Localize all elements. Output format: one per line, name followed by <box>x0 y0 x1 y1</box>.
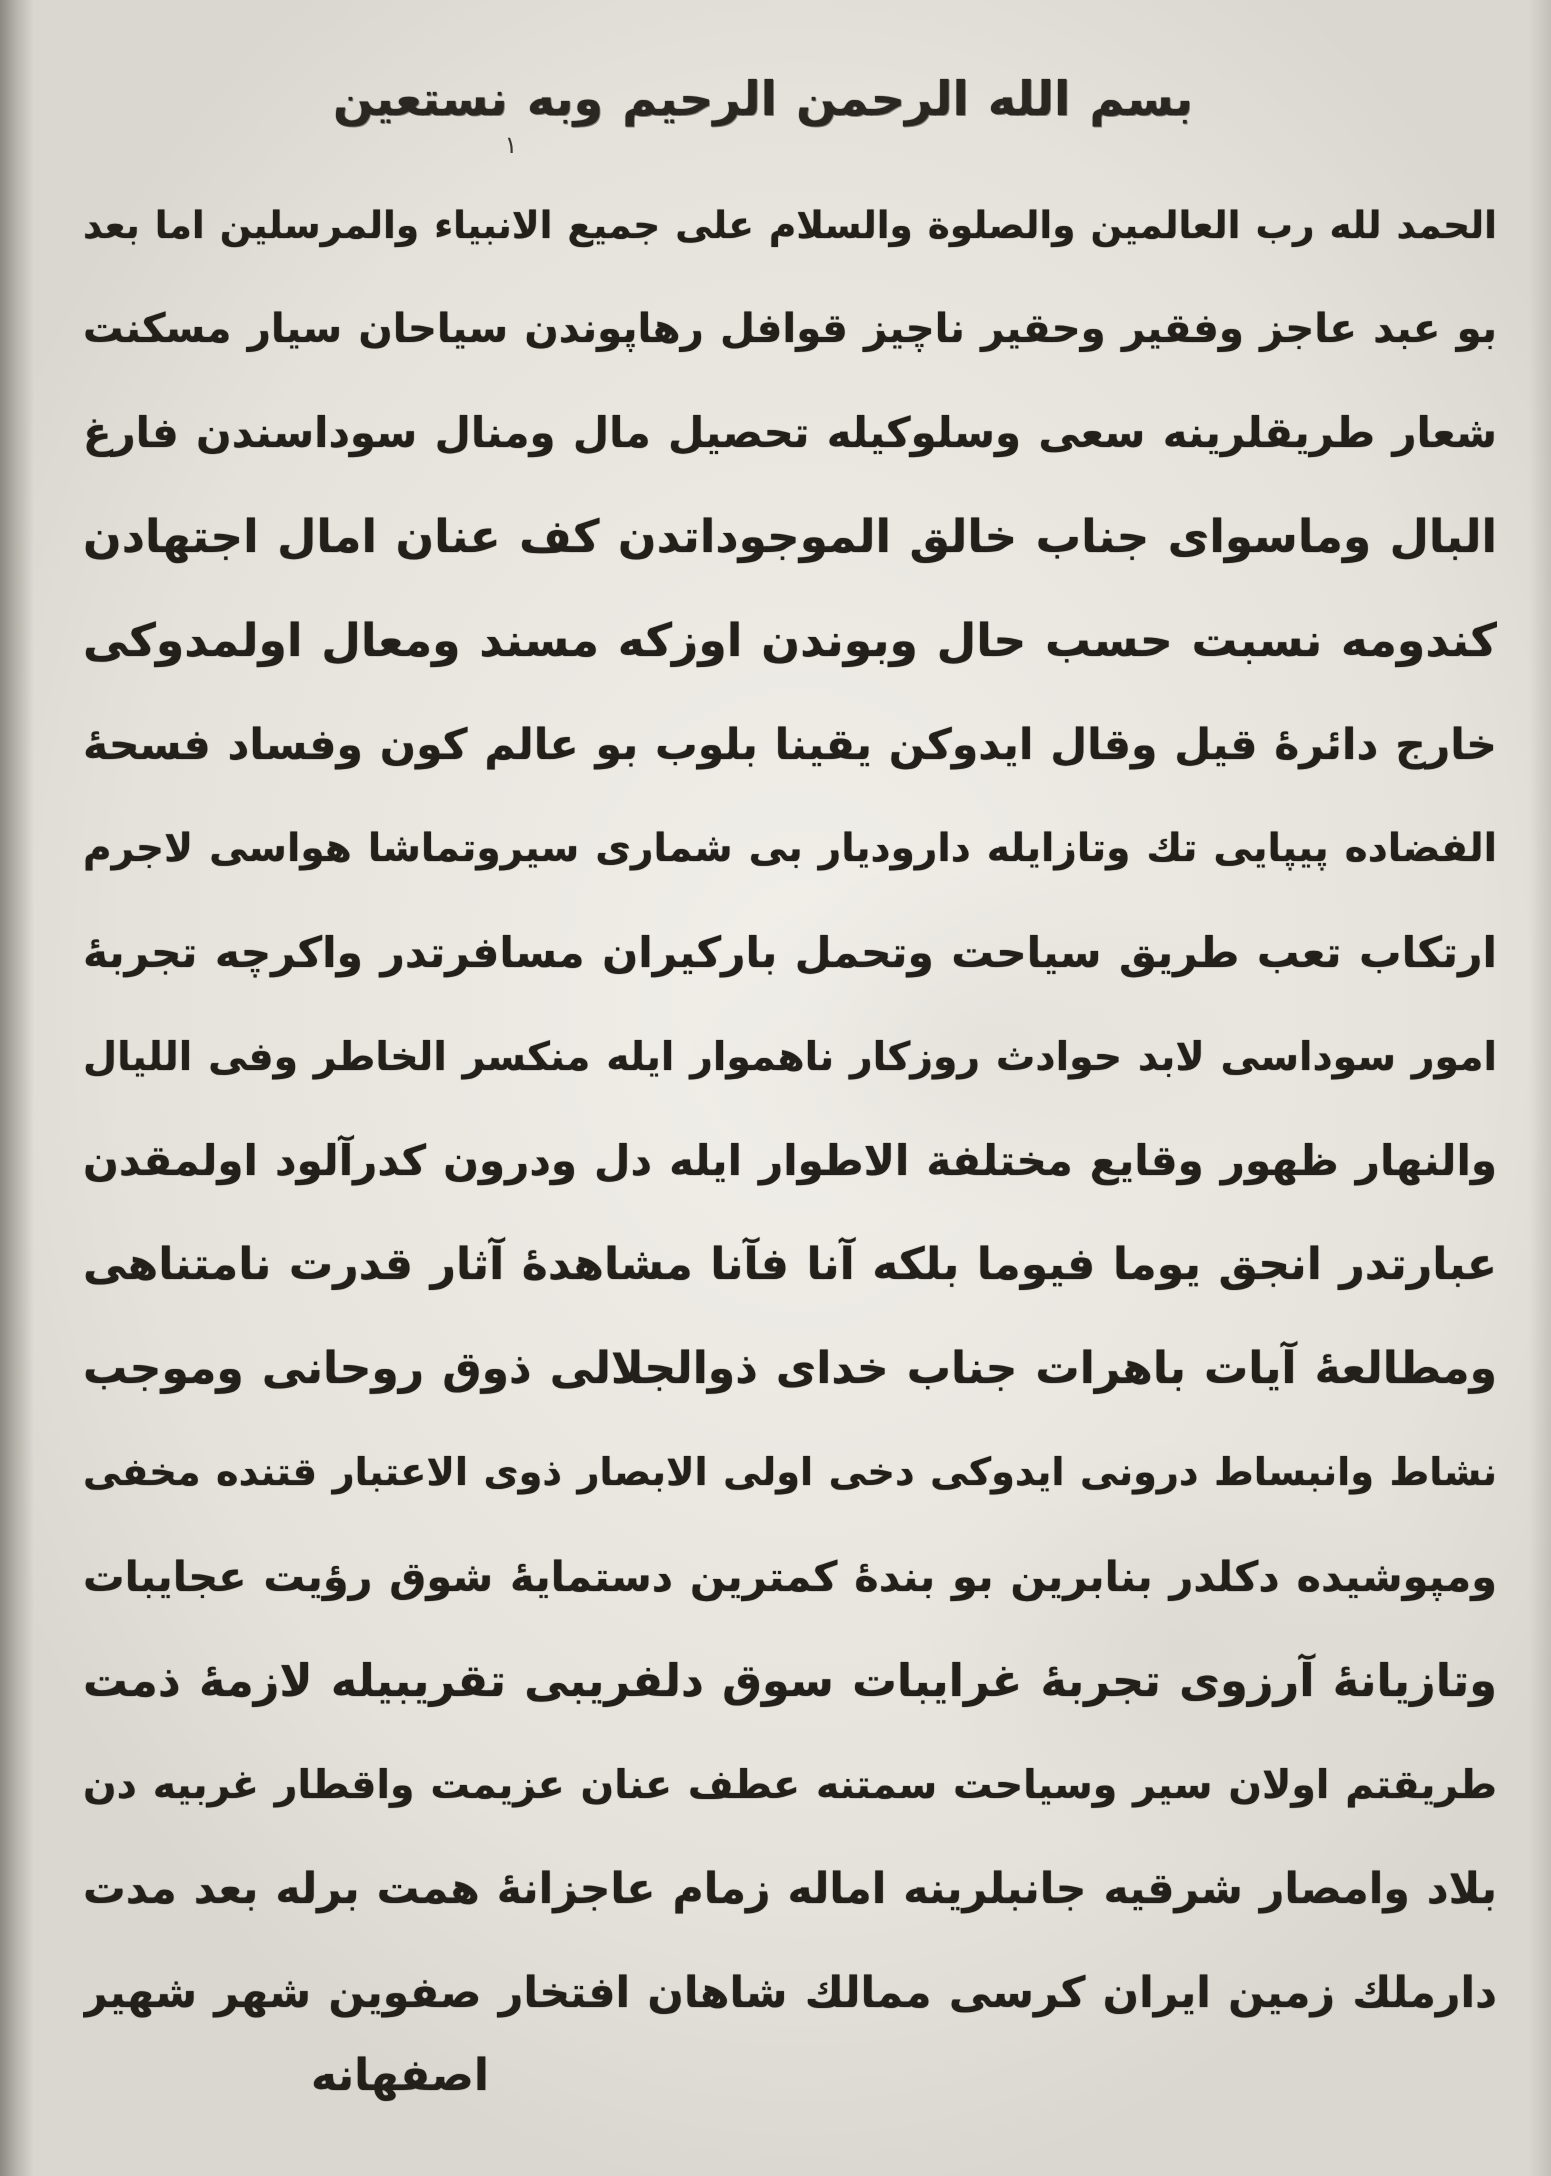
text-line: امور سوداسی لابد حوادث روزکار ناهموار ایله منکسر الخاطر وفی اللیال <box>83 1034 1497 1080</box>
text-line: والنهار ظهور وقایع مختلفة الاطوار ایله دل ودرون کدرآلود اولمقدن <box>83 1136 1497 1185</box>
basmala-heading: بسم الله الرحمن الرحيم وبه نستعين <box>333 72 1193 127</box>
text-line: البال وماسوای جناب خالق الموجوداتدن کف عنان امال اجتهادن <box>83 510 1497 563</box>
text-line: نشاط وانبساط درونی ایدوکی دخی اولی الابصار ذوی الاعتبار قتنده مخفی <box>83 1450 1497 1495</box>
text-line: ومطالعۀ آیات باهرات جناب خدای ذوالجلالی ذوق روحانی وموجب <box>83 1343 1497 1394</box>
text-line: بو عبد عاجز وفقیر وحقیر ناچیز قوافل رهاپوندن سیاحان سیار مسکنت <box>83 305 1497 352</box>
text-line: خارج دائرۀ قیل وقال ایدوکن یقینا بلوب بو عالم کون وفساد فسحۀ <box>83 720 1497 770</box>
text-line: الفضاده پیپایی تك وتازایله دارودیار بی شماری سیروتماشا هواسی لاجرم <box>83 826 1497 871</box>
folio-number: ١ <box>504 131 518 159</box>
text-line: دارملك زمین ایران کرسی ممالك شاهان افتخار صفوین شهر شهیر <box>83 1968 1497 2018</box>
scan-edge-shadow <box>0 0 34 2176</box>
text-line: عبارتدر انجق یوما فیوما بلکه آنا فآنا مشاهدۀ آثار قدرت نامتناهی <box>83 1239 1497 1290</box>
text-line: الحمد لله رب العالمين والصلوة والسلام على جميع الانبياء والمرسلين اما بعد <box>83 203 1497 247</box>
scan-edge-shadow-right <box>1529 0 1551 2176</box>
text-line: ومپوشیده دکلدر بنابرین بو بندۀ کمترین دستمایۀ شوق رؤیت عجایبات <box>83 1553 1497 1601</box>
text-line: ارتکاب تعب طریق سیاحت وتحمل بارکیران مسافرتدر واکرچه تجربۀ <box>83 928 1497 977</box>
text-block <box>83 173 1497 2045</box>
text-line: بلاد وامصار شرقیه جانبلرینه اماله زمام عاجزانۀ همت برله بعد مدت <box>83 1864 1497 1914</box>
text-line: وتازیانۀ آرزوی تجربۀ غرایبات سوق دلفریبی تقریبیله لازمۀ ذمت <box>83 1655 1497 1707</box>
final-line-word: اصفهانه <box>310 2050 490 2101</box>
text-line: کندومه نسبت حسب حال وبوندن اوزکه مسند ومعال اولمدوکی <box>83 614 1497 667</box>
text-line: طریقتم اولان سیر وسیاحت سمتنه عطف عنان عزیمت واقطار غربیه دن <box>83 1762 1497 1808</box>
text-line: شعار طریقلرینه سعی وسلوکیله تحصیل مال ومنال سوداسندن فارغ <box>83 408 1497 457</box>
